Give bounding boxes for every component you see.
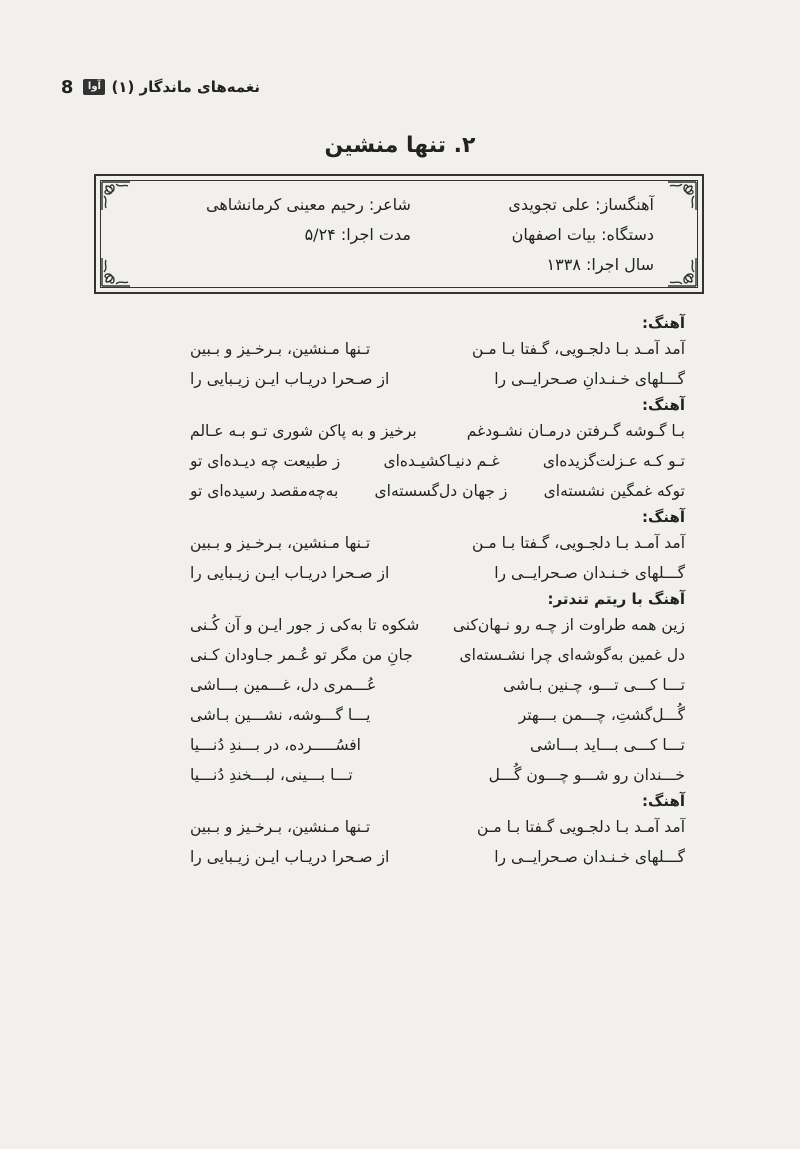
hemistich: گـــلهای خـنـدانِ صـحرایــی را (494, 370, 685, 388)
hemistich: برخیز و به پاکن شوری تـو بـه عـالم (190, 422, 417, 440)
hemistich: آمد آمـد بـا دلجـویی گـفتا بـا مـن (477, 818, 685, 836)
hemistich: توکه غمگین نشسته‌ای (543, 482, 685, 500)
verse-row (190, 446, 685, 476)
composer: آهنگساز: علی تجویدی (508, 195, 654, 214)
verse-row (190, 730, 685, 760)
hemistich: بـا گـوشه گـرفتن درمـان نشـودغم (466, 422, 685, 440)
verse-row (190, 610, 685, 640)
hemistich: افسُـــــرده، در بـــندِ دُنـــیا (190, 736, 361, 754)
hemistich: زین همه طراوت از چـه رو نـهان‌کنی (452, 616, 685, 634)
verse-row (190, 700, 685, 730)
verse-row (190, 476, 685, 506)
verse-row (190, 364, 685, 394)
verse-row (190, 640, 685, 670)
info-right-column (508, 190, 654, 280)
song-title: ۲. تنها منشین (324, 133, 476, 158)
hemistich: عُـــمری دل، غـــمین بـــاشی (190, 676, 377, 694)
hemistich: از صـحرا دریـاب ایـن زیـبایی را (190, 848, 390, 866)
hemistich: گـــلهای خـنـدان صـحرایــی را (494, 848, 685, 866)
verse-row (190, 416, 685, 446)
verse-row (190, 760, 685, 790)
hemistich: گُـــل‌گشتِ، چـــمن بـــهتر (518, 706, 685, 724)
hemistich: آمد آمـد بـا دلجـویی، گـفتا بـا مـن (472, 534, 685, 552)
ornament-corner-icon (100, 254, 134, 288)
hemistich: جانِ من مگر تو عُـمر جـاودان کـنی (190, 646, 413, 664)
info-left-column (206, 190, 411, 250)
section-label: آهنگ: (641, 314, 685, 332)
hemistich: ز جهان دل‌گسسته‌ای (374, 482, 508, 500)
ornament-corner-icon (664, 254, 698, 288)
duration: مدت اجرا: ۵/۲۴ (304, 225, 411, 244)
hemistich: ز طبیعت چه دیـده‌ای تو (190, 452, 341, 470)
publisher-logo: آوا (83, 79, 105, 95)
hemistich: یـــا گـــوشه، نشـــین بـاشی (190, 706, 371, 724)
hemistich: خـــندان رو شـــو چـــون گُـــل (488, 766, 685, 784)
verse-row (190, 812, 685, 842)
ornament-corner-icon (100, 180, 134, 214)
section-label: آهنگ: (641, 508, 685, 526)
hemistich: تـنها مـنشین، بـرخـیز و بـبین (190, 818, 371, 836)
hemistich: آمد آمـد بـا دلجـویی، گـفتا بـا مـن (472, 340, 685, 358)
verse-row (190, 334, 685, 364)
lyrics (190, 312, 685, 872)
verse-row (190, 558, 685, 588)
page-number: 8 (60, 76, 74, 98)
dastgah: دستگاه: بیات اصفهان (511, 225, 654, 244)
hemistich: از صـحرا دریـاب ایـن زیـبایی را (190, 370, 390, 388)
hemistich: به‌چه‌مقصد رسیده‌ای تو (190, 482, 339, 500)
hemistich: غـم دنیـاکشیـده‌ای (383, 452, 500, 470)
hemistich: تـــا بـــینی، لبـــخندِ دُنـــیا (190, 766, 353, 784)
hemistich: تـــا کـــی بـــاید بـــاشی (529, 736, 685, 754)
book-title: نغمه‌های ماندگار (۱) (111, 78, 260, 96)
hemistich: تـــا کـــی تـــو، چـنین بـاشی (503, 676, 685, 694)
verse-row (190, 528, 685, 558)
ornament-corner-icon (664, 180, 698, 214)
song-info-box (94, 174, 704, 294)
hemistich: تـو کـه عـزلت‌گزیده‌ای (542, 452, 685, 470)
hemistich: تـنها مـنشین، بـرخـیز و بـبین (190, 534, 371, 552)
hemistich: دل غمین به‌گوشه‌ای چرا نشـسته‌ای (459, 646, 685, 664)
hemistich: از صـحرا دریـاب ایـن زیـبایی را (190, 564, 390, 582)
section-label: آهنگ: (641, 792, 685, 810)
section-label: آهنگ با ریتم تندتر: (547, 590, 685, 608)
verse-row (190, 842, 685, 872)
running-header (60, 72, 260, 102)
hemistich: شکوه تا به‌کی ز جور ایـن و آن کُـنی (190, 616, 420, 634)
hemistich: تـنها مـنشین، بـرخـیز و بـبین (190, 340, 371, 358)
poet: شاعر: رحیم معینی کرمانشاهی (206, 195, 411, 214)
hemistich: گـــلهای خـنـدان صـحرایــی را (494, 564, 685, 582)
verse-row (190, 670, 685, 700)
section-label: آهنگ: (641, 396, 685, 414)
performance-year: سال اجرا: ۱۳۳۸ (546, 255, 654, 274)
